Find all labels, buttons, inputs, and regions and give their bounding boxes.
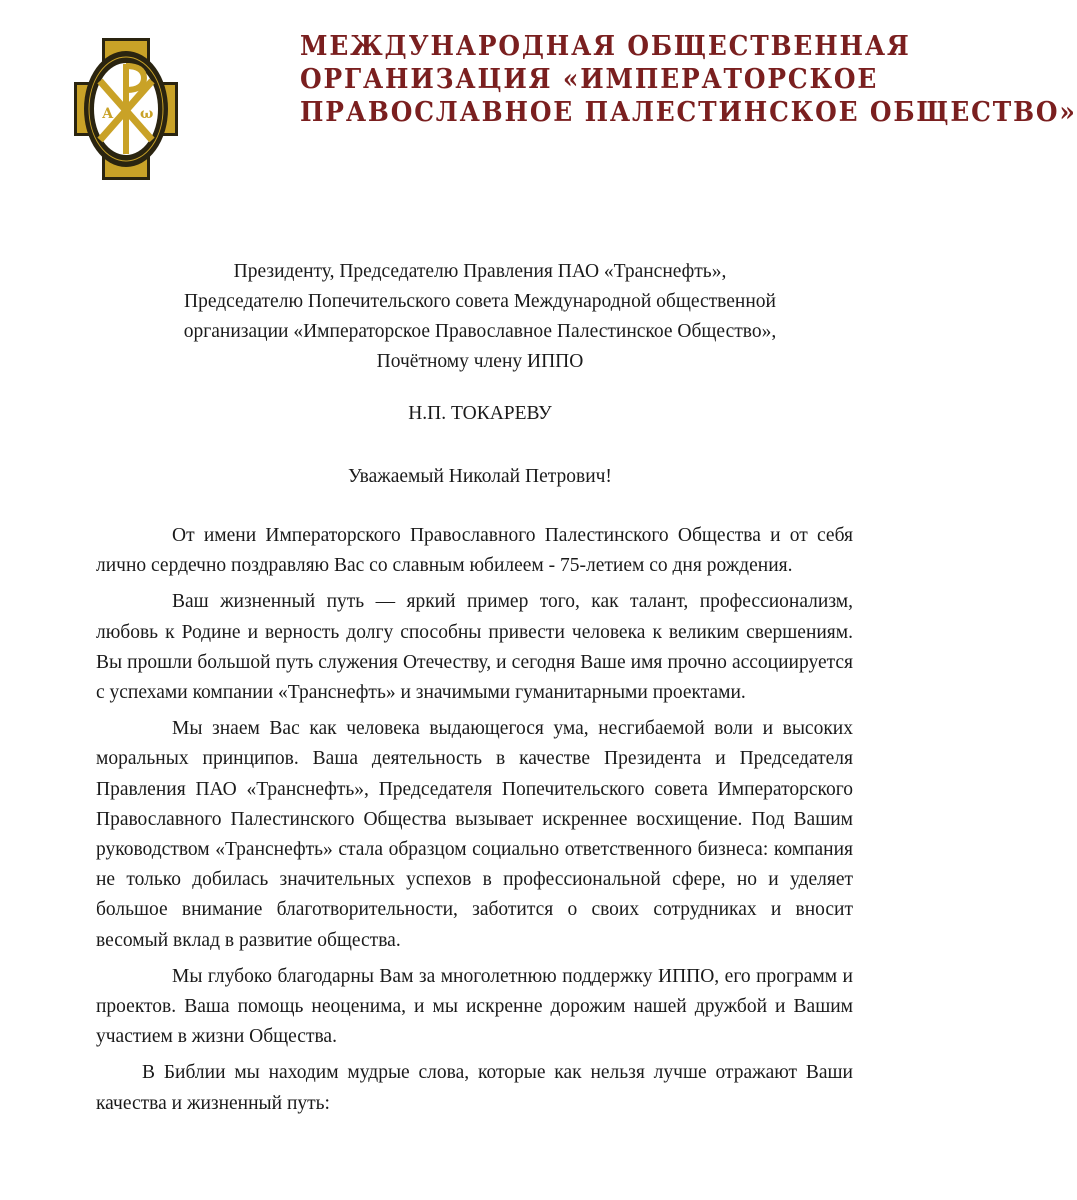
paragraph: От имени Императорского Православного Палестинского Общества и от себя лично сердечно поздравляю Вас со славным юбилеем - 75-летием со дня рождения. bbox=[96, 525, 853, 577]
ippo-emblem-logo bbox=[72, 36, 180, 182]
letterhead bbox=[0, 0, 1077, 200]
addressee-line: Почётному члену ИППО bbox=[376, 351, 584, 372]
addressee-block bbox=[100, 257, 860, 377]
paragraph: В Библии мы находим мудрые слова, которые как нельзя лучше отражают Ваши качества и жизненный путь: bbox=[96, 1062, 853, 1114]
org-title-line: ПРАВОСЛАВНОЕ ПАЛЕСТИНСКОЕ ОБЩЕСТВО» bbox=[300, 97, 1077, 128]
omega-letter: ω bbox=[140, 106, 154, 122]
paragraph: Мы глубоко благодарны Вам за многолетнюю поддержку ИППО, его программ и проектов. Ваша помощь неоценима, и мы искренне дорожим нашей дружбой и Вашим участием в жизни Общества. bbox=[96, 965, 853, 1048]
paragraph: Ваш жизненный путь — яркий пример того, как талант, профессионализм, любовь к Родине и верность долгу способны привести человека к великим свершениям. Вы прошли большой путь служения Отечеству, и сегодня Ваше имя прочно ассоциируется с успехами компании «Транснефть» и значимыми гуманитарными проектами. bbox=[96, 591, 853, 704]
letter-body bbox=[96, 521, 853, 1125]
recipient-name: Н.П. ТОКАРЕВУ bbox=[408, 403, 552, 424]
addressee-line: Президенту, Председателю Правления ПАО «Транснефть», bbox=[233, 261, 727, 282]
addressee-line: организации «Императорское Православное Палестинское Общество», bbox=[183, 321, 777, 342]
organization-title bbox=[300, 30, 1077, 129]
org-title-line: МЕЖДУНАРОДНАЯ ОБЩЕСТВЕННАЯ bbox=[300, 31, 911, 62]
org-title-line: ОРГАНИЗАЦИЯ «ИМПЕРАТОРСКОЕ bbox=[300, 64, 879, 95]
salutation: Уважаемый Николай Петрович! bbox=[348, 466, 612, 487]
paragraph: Мы знаем Вас как человека выдающегося ума, несгибаемой воли и высоких моральных принципов. Ваша деятельность в качестве Президента и Председателя Правления ПАО «Транснефть», Председателя Попечительского совета Императорского Православного Палестинского Общества вызывает искреннее восхищение. Под Вашим руководством «Транснефть» стала образцом социально ответственного бизнеса: компания не только добилась значительных успехов в профессиональной сфере, но и уделяет большое внимание благотворительности, заботится о своих сотрудниках и вносит весомый вклад в развитие общества. bbox=[96, 718, 853, 951]
addressee-line: Председателю Попечительского совета Международной общественной bbox=[184, 291, 776, 312]
alpha-letter: А bbox=[102, 106, 114, 122]
